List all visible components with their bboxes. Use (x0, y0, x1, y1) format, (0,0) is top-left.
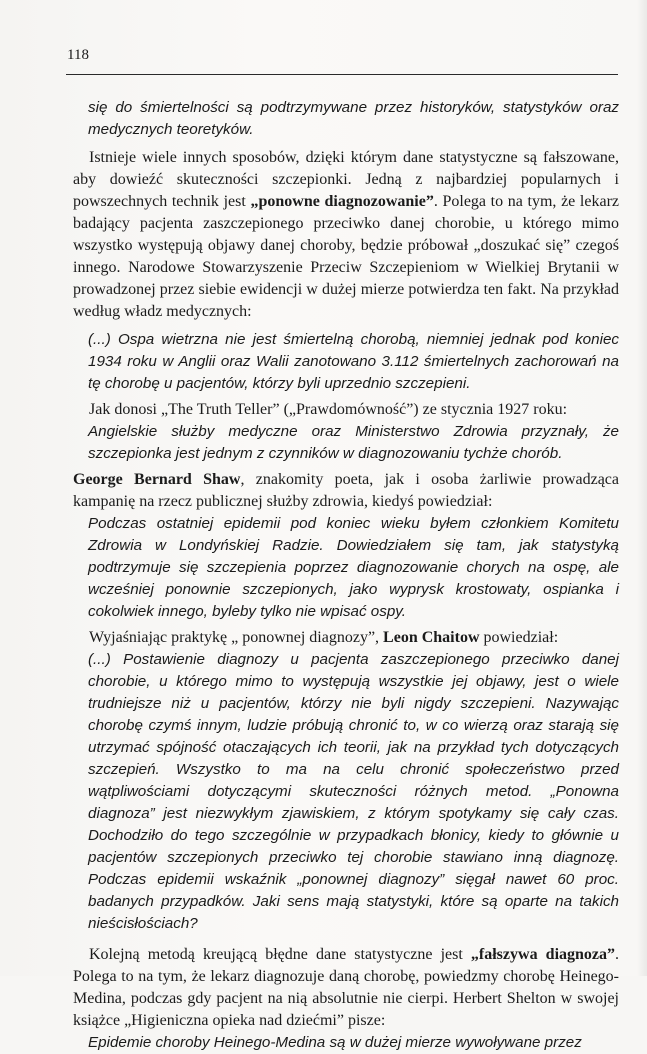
paragraph-text: Istnieje wiele innych sposobów, dzięki którym dane statystyczne są fałszowane, aby dowieźć skuteczności szczepionki. Jedną z najbardziej popularnych i powszechnych technik jest (73, 149, 619, 210)
quote-english-services: Angielskie służby medyczne oraz Ministerstwo Zdrowia przyznały, że szczepionka jest jednym z czynników w diagnozowaniu tychże chorób. (88, 423, 619, 462)
paragraph-text: Kolejną metodą kreującą błędne dane statystyczne jest (89, 946, 471, 963)
bold-name-shaw: George Bernard Shaw (73, 471, 241, 488)
page-number: 118 (67, 47, 89, 63)
paragraph-text: , znakomity poeta, jak i osoba żarliwie prowadząca kampanię na rzecz publicznej służby zdrowia, kiedyś powiedział: (73, 471, 620, 510)
paragraph-text: Wyjaśniając praktykę „ ponownej diagnozy”, (89, 629, 384, 646)
quote-shaw: Podczas ostatniej epidemii pod koniec wieku byłem członkiem Komitetu Zdrowia w Londyńskiej Radzie. Dowiedziałem się tam, jak statystyką podtrzymuje się szczepienia poprzez diagnozowanie chorych na ospę, ale wcześniej ponownie szczepionych, jako wyprysk krostowaty, ospianka i cokolwiek innego, byleby tylko nie wpisać ospy. (88, 515, 619, 620)
bold-name-chaitow: Leon Chaitow (383, 629, 480, 646)
page-edge-shadow (637, 0, 647, 976)
paragraph-text: powiedział: (479, 629, 559, 646)
paragraph-false-diagnosis (73, 944, 619, 1032)
page-body (73, 97, 619, 1054)
quote-continuation: się do śmiertelności są podtrzymywane przez historyków, statystyków oraz medycznych teoretyków. (88, 99, 619, 138)
paragraph-text: . Polega to na tym, że lekarz diagnozuje daną chorobę, powiedzmy chorobę Heinego-Medina, podczas gdy pacjent na nią absolutnie nie cierpi. Herbert Shelton w swojej książce „Higieniczna opieka nad dziećmi” pisze: (73, 946, 620, 1029)
quote-chaitow: (...) Postawienie diagnozy u pacjenta zaszczepionego przeciwko danej chorobie, u którego mimo to występują wszystkie jej objawy, jest o wiele trudniejsze niż u pacjentów, którzy nie byli nigdy szczepieni. Nazywając chorobę czymś innym, ludzie próbują chronić to, w co wierzą oraz starają się utrzymać spójność otaczających ich teorii, jak na przykład tych dotyczących szczepień. Wszystko to ma na celu chronić społeczeństwo przed wątpliwościami dotyczącymi skuteczności różnych metod. „Ponowna diagnoza” jest niezwykłym zjawiskiem, z którym spotykamy się cały czas. Dochodziło do tego szczególnie w przypadkach błonicy, kiedy to głównie u pacjentów szczepionych przeciwko tej chorobie stawiano inną diagnozę. Podczas epidemii wskaźnik „ponownej diagnozy” sięgał nawet 60 proc. badanych przypadków. Jaki sens mają statystyki, które są oparte na takich nieścisłościach? (88, 651, 619, 932)
header-rule (66, 74, 618, 75)
paragraph-truth-teller: Jak donosi „The Truth Teller” („Prawdomówność”) ze stycznia 1927 roku: (89, 401, 568, 418)
paragraph-chaitow (73, 627, 619, 649)
paragraph-shaw (73, 469, 619, 513)
bold-term-re-diagnosis: „ponowne diagnozowanie” (250, 193, 434, 210)
bold-term-false-diagnosis: „fałszywa diagnoza” (470, 946, 616, 963)
quote-chickenpox: (...) Ospa wietrzna nie jest śmiertelną chorobą, niemniej jednak pod koniec 1934 roku w Anglii oraz Walii zanotowano 3.112 śmiertelnych zachorowań na tę chorobę u pacjentów, którzy byli uprzednio szczepieni. (88, 331, 619, 392)
quote-shelton: Epidemie choroby Heinego-Medina są w dużej mierze wywoływane przez (88, 1034, 582, 1051)
paragraph-text: . Polega to na tym, że lekarz badający pacjenta zaszczepionego przeciwko danej chorobie, u którego mimo wszystko występują objawy danej choroby, będzie próbował „doszukać się” czegoś innego. Narodowe Stowarzyszenie Przeciw Szczepieniom w Wielkiej Brytanii w prowadzonej przez siebie ewidencji w dużej mierze potwierdza ten fakt. Na przykład według władz medycznych: (73, 193, 620, 320)
paragraph-re-diagnosis (73, 147, 619, 323)
